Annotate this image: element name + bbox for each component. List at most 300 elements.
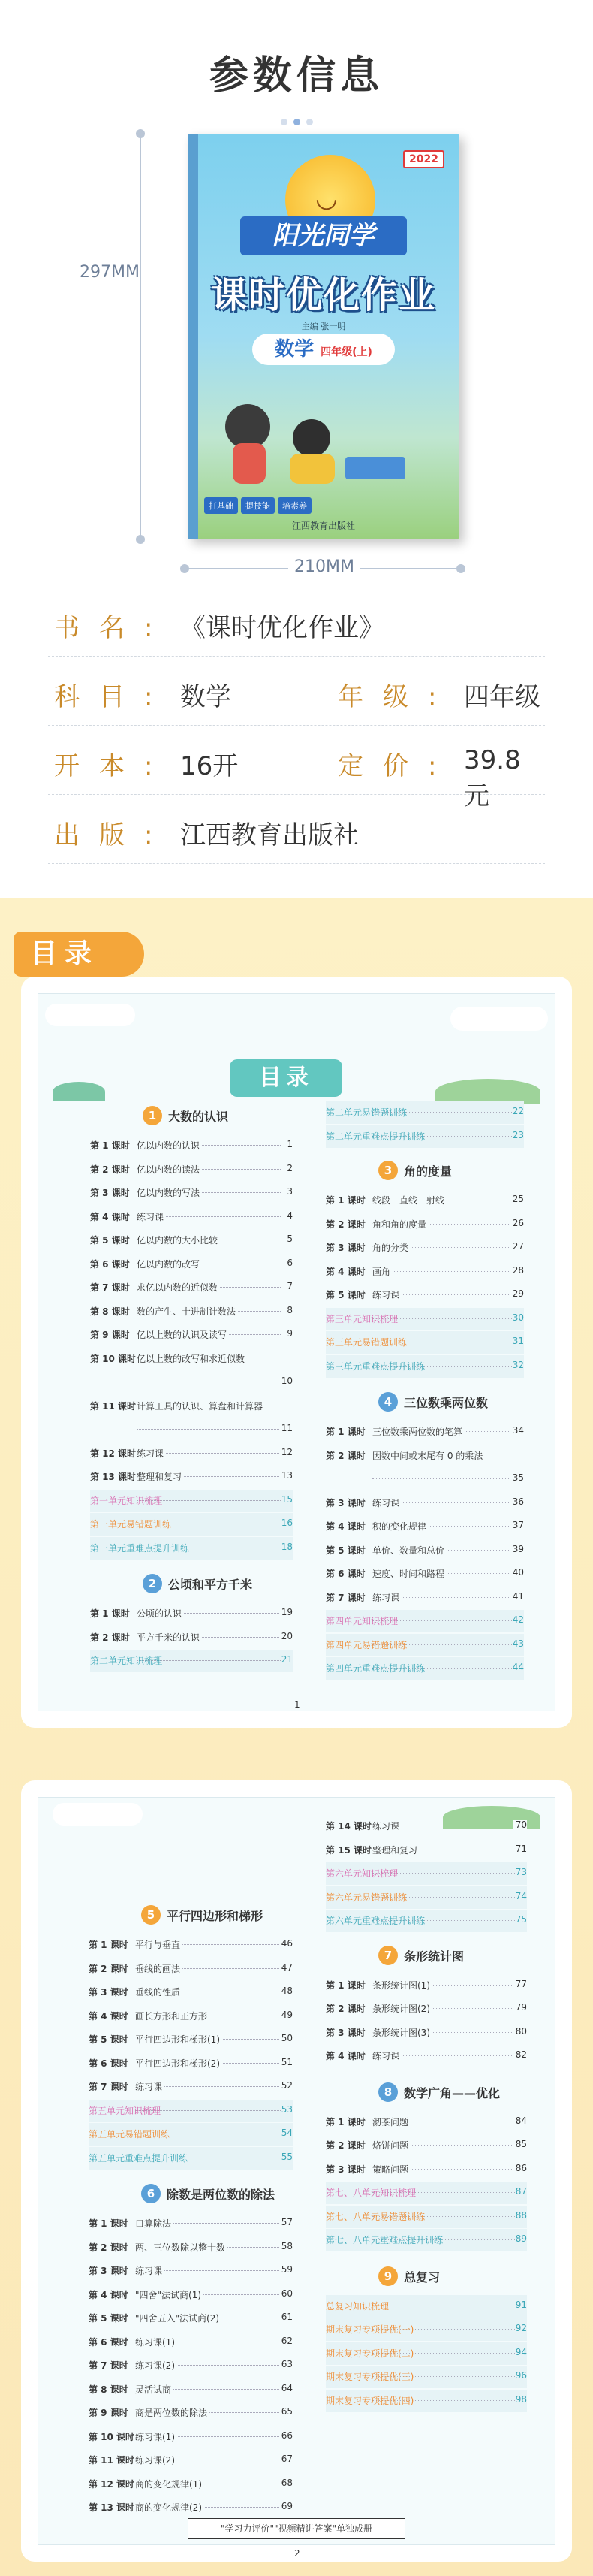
entry-title: 角的分类 bbox=[372, 1241, 411, 1254]
entry-page-number: 80 bbox=[513, 2026, 527, 2037]
lesson-number: 第 3 课时 bbox=[90, 1188, 130, 1198]
info-value: 四年级 bbox=[464, 682, 540, 712]
book-spine bbox=[188, 134, 198, 539]
toc-lesson-entry[interactable] bbox=[326, 1515, 524, 1538]
entry-title: 亿以上数的改写和求近似数 bbox=[137, 1352, 247, 1365]
entry-page-number: 61 bbox=[279, 2312, 293, 2322]
entry-title: 第五单元知识梳理 bbox=[89, 2105, 161, 2116]
entry-page-number: 62 bbox=[279, 2336, 293, 2346]
dotted-leader bbox=[372, 1271, 512, 1272]
toc-lesson-entry[interactable] bbox=[326, 1237, 524, 1259]
lesson-number: 第 3 课时 bbox=[326, 2164, 366, 2175]
toc-lesson-entry[interactable] bbox=[326, 1492, 524, 1514]
entry-page-number: 34 bbox=[510, 1425, 524, 1436]
entry-page-number: 87 bbox=[515, 2186, 527, 2197]
entry-title: 角和角的度量 bbox=[372, 1218, 429, 1231]
cover-subject bbox=[252, 334, 395, 365]
entry-title: 总复习知识梳理 bbox=[326, 2300, 390, 2312]
entry-page-number: 29 bbox=[510, 1288, 524, 1299]
hill-decoration bbox=[435, 1079, 540, 1104]
toc-lesson-entry[interactable] bbox=[89, 2496, 293, 2519]
info-value: 数学 bbox=[180, 682, 231, 712]
child-figure bbox=[290, 454, 335, 484]
toc-unit-review-entry[interactable] bbox=[326, 1657, 524, 1680]
lesson-number: 第 4 课时 bbox=[326, 1521, 366, 1532]
toc-lesson-entry[interactable] bbox=[90, 1253, 293, 1276]
toc-unit-review-entry[interactable] bbox=[326, 1308, 524, 1330]
entry-title: 沏茶问题 bbox=[372, 2115, 411, 2128]
toc-lesson-entry[interactable] bbox=[326, 1998, 527, 2020]
toc-unit-review-entry[interactable] bbox=[326, 2318, 527, 2341]
toc-lesson-entry[interactable] bbox=[89, 2378, 293, 2401]
dotted-leader bbox=[137, 1429, 281, 1430]
lesson-number: 第 1 课时 bbox=[89, 2218, 128, 2229]
info-label: 书名: bbox=[54, 613, 173, 643]
cloud-decoration bbox=[53, 1803, 143, 1826]
entry-page-number: 28 bbox=[510, 1265, 524, 1276]
toc-lesson-entry[interactable] bbox=[326, 2134, 527, 2157]
carousel-dot-active[interactable] bbox=[293, 119, 300, 125]
toc-unit-review-entry[interactable] bbox=[89, 2100, 293, 2122]
toc-unit-review-entry[interactable] bbox=[326, 1355, 524, 1378]
entry-title: 亿以内数的大小比较 bbox=[137, 1234, 220, 1246]
info-row-format-price bbox=[48, 726, 545, 811]
lesson-number: 第 4 课时 bbox=[90, 1211, 130, 1222]
info-row-publisher bbox=[48, 795, 545, 864]
toc-lesson-entry[interactable] bbox=[326, 1974, 527, 1997]
entry-title: 策略问题 bbox=[372, 2163, 411, 2176]
lesson-number: 第 2 课时 bbox=[89, 1963, 128, 1974]
toc-unit-review-entry[interactable] bbox=[89, 2147, 293, 2170]
entry-title: 第七、八单元易错题训练 bbox=[326, 2211, 426, 2222]
toc-lesson-entry[interactable] bbox=[89, 2284, 293, 2306]
dotted-leader bbox=[372, 1478, 512, 1479]
chapter-title: 总复习 bbox=[404, 2269, 441, 2285]
children-illustration bbox=[218, 382, 428, 487]
entry-title: 练习课 bbox=[372, 1496, 402, 1509]
entry-page-number: 15 bbox=[281, 1493, 293, 1505]
toc-lesson-entry[interactable] bbox=[89, 2076, 293, 2098]
toc-unit-review-entry[interactable] bbox=[90, 1490, 293, 1512]
entry-page-number: 66 bbox=[279, 2430, 293, 2441]
lesson-number: 第 13 课时 bbox=[89, 2502, 135, 2513]
lesson-number: 第 8 课时 bbox=[89, 2384, 128, 2395]
entry-page-number: 30 bbox=[512, 1312, 524, 1323]
entry-title: 第四单元易错题训练 bbox=[326, 1639, 408, 1650]
entry-title: 垂线的画法 bbox=[135, 1962, 182, 1975]
entry-title: 计算工具的认识、算盘和计算器 bbox=[137, 1400, 265, 1412]
info-value: 江西教育出版社 bbox=[180, 820, 359, 850]
toc-lesson-entry[interactable] bbox=[326, 2158, 527, 2181]
entry-page-number: 68 bbox=[279, 2478, 293, 2488]
toc-lesson-entry[interactable] bbox=[89, 2402, 293, 2424]
lesson-number: 第 1 课时 bbox=[326, 1195, 366, 1206]
entry-title: 第六单元知识梳理 bbox=[326, 1868, 399, 1879]
entry-page-number: 13 bbox=[279, 1470, 293, 1481]
entry-title: 练习课 bbox=[137, 1210, 166, 1223]
toc-unit-review-entry[interactable] bbox=[326, 2182, 527, 2204]
entry-title: 练习课 bbox=[372, 1820, 402, 1832]
entry-page-number: 4 bbox=[284, 1210, 293, 1221]
toc-lesson-entry[interactable] bbox=[89, 2052, 293, 2075]
lesson-number: 第 2 课时 bbox=[326, 1450, 366, 1461]
toc-section-tab: 目录 bbox=[14, 932, 144, 977]
toc-unit-review-entry[interactable] bbox=[326, 1125, 524, 1148]
entry-title: 练习课(1) bbox=[135, 2336, 177, 2348]
lesson-number: 第 3 课时 bbox=[326, 1497, 366, 1508]
chapter-number-badge: 1 bbox=[143, 1106, 162, 1125]
toc-lesson-entry[interactable] bbox=[90, 1182, 293, 1204]
series-logo: 阳光同学 bbox=[240, 216, 407, 255]
toc-lesson-entry[interactable] bbox=[89, 2473, 293, 2496]
toc-lesson-entry[interactable] bbox=[90, 1300, 293, 1323]
cover-publisher: 江西教育出版社 bbox=[291, 521, 355, 531]
info-value: 39.8元 bbox=[464, 745, 521, 811]
entry-page-number: 22 bbox=[512, 1106, 524, 1116]
toc-lesson-entry[interactable] bbox=[90, 1348, 293, 1370]
cover-tag: 提技能 bbox=[241, 497, 275, 514]
entry-title: 烙饼问题 bbox=[372, 2139, 411, 2152]
cloud-decoration bbox=[45, 1004, 135, 1026]
entry-page-number: 53 bbox=[281, 2103, 293, 2115]
entry-title: 第二单元知识梳理 bbox=[90, 1656, 163, 1666]
info-label: 开本: bbox=[54, 751, 173, 781]
toc-lesson-entry[interactable] bbox=[326, 1189, 524, 1212]
cover-book-title: 课时优化作业 bbox=[210, 274, 436, 316]
info-row-subject-grade bbox=[48, 657, 545, 726]
lesson-number: 第 5 课时 bbox=[326, 1290, 366, 1300]
toc-lesson-entry[interactable] bbox=[90, 1442, 293, 1465]
lesson-number: 第 9 课时 bbox=[90, 1330, 130, 1340]
lesson-number: 第 14 课时 bbox=[326, 1821, 372, 1832]
lesson-number: 第 4 课时 bbox=[326, 1266, 366, 1277]
lesson-number: 第 4 课时 bbox=[89, 2010, 128, 2022]
lesson-number: 第 11 课时 bbox=[89, 2455, 135, 2466]
entry-page-number: 89 bbox=[515, 2233, 527, 2244]
cover-tag: 培素养 bbox=[278, 497, 312, 514]
toc-lesson-entry[interactable] bbox=[326, 1587, 524, 1609]
entry-page-number: 88 bbox=[515, 2209, 527, 2221]
toc-lesson-entry[interactable] bbox=[89, 2005, 293, 2028]
toc-lesson-entry[interactable] bbox=[89, 2212, 293, 2235]
toc-lesson-entry[interactable] bbox=[326, 2111, 527, 2134]
entry-title: 期末复习专项提优(四) bbox=[326, 2395, 414, 2406]
entry-title: 第六单元重难点提升训练 bbox=[326, 1916, 426, 1926]
child-figure bbox=[233, 443, 266, 484]
entry-page-number: 59 bbox=[279, 2264, 293, 2275]
entry-page-number: 9 bbox=[284, 1328, 293, 1339]
chapter-number-badge: 8 bbox=[378, 2082, 398, 2102]
carousel-dot[interactable] bbox=[281, 119, 287, 125]
entry-title: 第四单元重难点提升训练 bbox=[326, 1663, 426, 1674]
entry-title: 平行与垂直 bbox=[135, 1938, 182, 1951]
toc-lesson-entry[interactable] bbox=[89, 2260, 293, 2282]
entry-page-number: 21 bbox=[281, 1654, 293, 1665]
lesson-number: 第 1 课时 bbox=[90, 1608, 130, 1619]
entry-title: 平方千米的认识 bbox=[137, 1631, 202, 1644]
toc-unit-review-entry[interactable] bbox=[90, 1537, 293, 1560]
entry-title: 期末复习专项提优(一) bbox=[326, 2324, 414, 2335]
entry-page-number: 18 bbox=[281, 1541, 293, 1552]
page-title: 参数信息 bbox=[209, 53, 384, 98]
chapter-title: 公顷和平方千米 bbox=[168, 1578, 253, 1592]
entry-page-number: 42 bbox=[512, 1614, 524, 1625]
entry-page-number: 12 bbox=[279, 1447, 293, 1457]
cover-editor: 主编 张一明 bbox=[301, 322, 346, 331]
entry-page-number: 19 bbox=[279, 1607, 293, 1617]
chapter-number-badge: 7 bbox=[378, 1946, 398, 1965]
lesson-number: 第 7 课时 bbox=[90, 1282, 130, 1293]
lesson-number: 第 2 课时 bbox=[90, 1632, 130, 1643]
hill-decoration bbox=[53, 1082, 105, 1101]
entry-title: 第四单元知识梳理 bbox=[326, 1616, 399, 1626]
lesson-number: 第 2 课时 bbox=[326, 2004, 366, 2014]
chapter-number-badge: 2 bbox=[143, 1574, 162, 1593]
toc-lesson-entry[interactable] bbox=[326, 1563, 524, 1585]
toc-lesson-entry[interactable] bbox=[89, 2331, 293, 2354]
chapter-title: 角的度量 bbox=[404, 1164, 453, 1179]
lesson-number: 第 2 课时 bbox=[90, 1164, 130, 1175]
chapter-title: 数学广角——优化 bbox=[404, 2085, 501, 2100]
toc-unit-review-entry[interactable] bbox=[326, 2229, 527, 2251]
toc-lesson-entry[interactable] bbox=[89, 1958, 293, 1980]
entry-page-number: 27 bbox=[510, 1241, 524, 1252]
entry-title: 练习课(2) bbox=[135, 2454, 177, 2466]
entry-page-number: 63 bbox=[279, 2359, 293, 2369]
cover-subject-text: 数学 bbox=[275, 338, 315, 361]
lesson-number: 第 12 课时 bbox=[90, 1448, 137, 1459]
toc-lesson-entry[interactable] bbox=[90, 1276, 293, 1299]
lesson-number: 第 6 课时 bbox=[89, 2336, 128, 2348]
entry-page-number: 70 bbox=[513, 1820, 527, 1830]
toc-unit-review-entry[interactable] bbox=[326, 2295, 527, 2318]
entry-title: "四舍五入"法试商(2) bbox=[135, 2312, 221, 2324]
toc-unit-review-entry[interactable] bbox=[326, 1331, 524, 1354]
entry-page-number: 92 bbox=[515, 2323, 527, 2333]
toc-unit-review-entry[interactable] bbox=[326, 1862, 527, 1885]
entry-title: 练习课 bbox=[135, 2264, 164, 2277]
entry-page-number: 11 bbox=[279, 1423, 293, 1433]
toc-unit-review-entry[interactable] bbox=[326, 1101, 524, 1124]
entry-title: 第三单元知识梳理 bbox=[326, 1313, 399, 1324]
entry-page-number: 79 bbox=[513, 2002, 527, 2013]
cloud-decoration bbox=[450, 1007, 548, 1031]
entry-page-number: 71 bbox=[513, 1844, 527, 1854]
chapter-title: 除数是两位数的除法 bbox=[167, 2188, 275, 2202]
entry-title: 第七、八单元重难点提升训练 bbox=[326, 2235, 444, 2245]
entry-page-number: 7 bbox=[284, 1281, 293, 1291]
lesson-number: 第 1 课时 bbox=[326, 1980, 366, 1991]
lesson-number: 第 5 课时 bbox=[326, 1545, 366, 1556]
toc-unit-review-entry[interactable] bbox=[326, 1610, 524, 1632]
toc-lesson-entry[interactable] bbox=[326, 1445, 524, 1467]
entry-title: 商是两位数的除法 bbox=[135, 2406, 209, 2419]
toc-unit-review-entry[interactable] bbox=[90, 1513, 293, 1536]
entry-title: 灵活试商 bbox=[135, 2383, 173, 2396]
toc-lesson-entry[interactable] bbox=[326, 1468, 524, 1490]
toc-lesson-entry[interactable] bbox=[90, 1626, 293, 1649]
entry-title: 两、三位数除以整十数 bbox=[135, 2241, 227, 2254]
toc-lesson-entry[interactable] bbox=[89, 2236, 293, 2259]
toc-unit-review-entry[interactable] bbox=[326, 2390, 527, 2412]
chapter-number-badge: 3 bbox=[378, 1161, 398, 1180]
entry-page-number: 73 bbox=[515, 1867, 527, 1877]
toc-unit-review-entry[interactable] bbox=[326, 2366, 527, 2388]
entry-page-number: 54 bbox=[281, 2128, 293, 2138]
entry-page-number: 36 bbox=[510, 1496, 524, 1507]
toc-lesson-entry[interactable] bbox=[326, 1284, 524, 1306]
entry-title: 练习课(2) bbox=[135, 2359, 177, 2372]
toc-lesson-entry[interactable] bbox=[326, 1213, 524, 1236]
entry-title: 练习课 bbox=[372, 1288, 402, 1301]
toc-lesson-entry[interactable] bbox=[90, 1602, 293, 1625]
toc-lesson-entry[interactable] bbox=[90, 1371, 293, 1394]
lesson-number: 第 7 课时 bbox=[89, 2360, 128, 2371]
entry-page-number: 82 bbox=[513, 2049, 527, 2060]
entry-page-number: 39 bbox=[510, 1544, 524, 1554]
entry-title: 平行四边形和梯形(1) bbox=[135, 2033, 222, 2046]
lesson-number: 第 6 课时 bbox=[326, 1569, 366, 1579]
info-label: 定价: bbox=[338, 751, 456, 781]
entry-page-number: 91 bbox=[515, 2299, 527, 2310]
lesson-number: 第 15 课时 bbox=[326, 1844, 372, 1856]
lesson-number: 第 11 课时 bbox=[90, 1400, 137, 1412]
entry-page-number: 31 bbox=[512, 1336, 524, 1346]
entry-page-number: 74 bbox=[515, 1890, 527, 1901]
entry-title: 第二单元重难点提升训练 bbox=[326, 1131, 426, 1142]
toc-lesson-entry[interactable] bbox=[89, 2307, 293, 2330]
lesson-number: 第 6 课时 bbox=[89, 2058, 128, 2069]
info-value: 《课时优化作业》 bbox=[180, 613, 384, 643]
entry-page-number: 26 bbox=[510, 1218, 524, 1228]
entry-title: 练习课 bbox=[135, 2080, 164, 2093]
toc-lesson-entry[interactable] bbox=[90, 1395, 293, 1418]
entry-page-number: 85 bbox=[513, 2139, 527, 2149]
lesson-number: 第 2 课时 bbox=[326, 2140, 366, 2151]
toc-unit-review-entry[interactable] bbox=[326, 2342, 527, 2365]
entry-page-number: 47 bbox=[279, 1962, 293, 1973]
lesson-number: 第 4 课时 bbox=[89, 2289, 128, 2300]
entry-title: 商的变化规律(2) bbox=[135, 2501, 204, 2514]
toc-lesson-entry[interactable] bbox=[90, 1158, 293, 1181]
toc-lesson-entry[interactable] bbox=[326, 1261, 524, 1283]
entry-title: 第一单元重难点提升训练 bbox=[90, 1542, 190, 1554]
toc-lesson-entry[interactable] bbox=[90, 1418, 293, 1441]
toc-lesson-entry[interactable] bbox=[326, 1539, 524, 1562]
entry-title: 单价、数量和总价 bbox=[372, 1544, 447, 1557]
width-dimension-label: 210MM bbox=[288, 557, 360, 576]
entry-page-number: 98 bbox=[515, 2393, 527, 2405]
toc-lesson-entry[interactable] bbox=[89, 1981, 293, 2004]
entry-page-number: 40 bbox=[510, 1567, 524, 1578]
chapter-number-badge: 9 bbox=[378, 2266, 398, 2286]
entry-title: 练习课 bbox=[372, 2049, 402, 2062]
toc-lesson-entry[interactable] bbox=[89, 2449, 293, 2472]
lesson-number: 第 12 课时 bbox=[89, 2478, 135, 2490]
entry-page-number: 10 bbox=[279, 1376, 293, 1386]
toc-unit-review-entry[interactable] bbox=[90, 1650, 293, 1672]
entry-title: "四舍"法试商(1) bbox=[135, 2288, 203, 2301]
toc-lesson-entry[interactable] bbox=[89, 2426, 293, 2448]
entry-title: 亿以内数的读法 bbox=[137, 1163, 202, 1176]
entry-title: 数的产生、十进制计数法 bbox=[137, 1305, 238, 1318]
toc-lesson-entry[interactable] bbox=[89, 2354, 293, 2377]
entry-title: 商的变化规律(1) bbox=[135, 2478, 204, 2490]
page-number: 2 bbox=[294, 2548, 300, 2559]
chapter-number-badge: 4 bbox=[378, 1392, 398, 1412]
carousel-dot[interactable] bbox=[306, 119, 313, 125]
toc-lesson-entry[interactable] bbox=[89, 2028, 293, 2051]
child-figure bbox=[225, 404, 270, 449]
toc-lesson-entry[interactable] bbox=[326, 1421, 524, 1443]
lesson-number: 第 2 课时 bbox=[326, 1219, 366, 1230]
entry-page-number: 48 bbox=[279, 1986, 293, 1996]
toc-unit-review-entry[interactable] bbox=[326, 2206, 527, 2228]
entry-page-number: 94 bbox=[515, 2346, 527, 2357]
entry-title: 三位数乘两位数的笔算 bbox=[372, 1425, 465, 1438]
entry-title: 求亿以内数的近似数 bbox=[137, 1281, 220, 1294]
footer-banner: "学习力评价""视频精讲答案"单独成册 bbox=[188, 2518, 405, 2539]
entry-page-number: 84 bbox=[513, 2115, 527, 2126]
toc-lesson-entry[interactable] bbox=[90, 1229, 293, 1252]
toc-lesson-entry[interactable] bbox=[90, 1134, 293, 1157]
toc-lesson-entry[interactable] bbox=[90, 1466, 293, 1488]
entry-page-number: 69 bbox=[279, 2501, 293, 2511]
toc-lesson-entry[interactable] bbox=[326, 2045, 527, 2067]
lesson-number: 第 1 课时 bbox=[90, 1140, 130, 1151]
entry-title: 因数中间或末尾有 0 的乘法 bbox=[372, 1449, 485, 1462]
lesson-number: 第 10 课时 bbox=[89, 2431, 135, 2442]
entry-page-number: 23 bbox=[512, 1129, 524, 1140]
entry-page-number: 64 bbox=[279, 2383, 293, 2393]
child-figure bbox=[293, 419, 330, 457]
lesson-number: 第 4 课时 bbox=[326, 2051, 366, 2061]
chapter-title: 条形统计图 bbox=[404, 1949, 465, 1964]
toc-lesson-entry[interactable] bbox=[326, 1815, 527, 1838]
page-number: 1 bbox=[294, 1699, 300, 1710]
entry-title: 期末复习专项提优(二) bbox=[326, 2348, 414, 2359]
toc-lesson-entry[interactable] bbox=[89, 1934, 293, 1956]
toc-lesson-entry[interactable] bbox=[326, 2022, 527, 2044]
entry-page-number: 43 bbox=[512, 1638, 524, 1649]
entry-title: 练习课 bbox=[372, 1591, 402, 1604]
book-illustration bbox=[345, 457, 405, 479]
lesson-number: 第 8 课时 bbox=[90, 1306, 130, 1317]
entry-title: 条形统计图(1) bbox=[372, 1979, 432, 1992]
entry-title: 第六单元易错题训练 bbox=[326, 1892, 408, 1903]
toc-unit-review-entry[interactable] bbox=[326, 1634, 524, 1656]
entry-title: 第一单元易错题训练 bbox=[90, 1519, 172, 1530]
entry-title: 第二单元易错题训练 bbox=[326, 1107, 408, 1118]
lesson-number: 第 2 课时 bbox=[89, 2242, 128, 2253]
chapter-title: 平行四边形和梯形 bbox=[167, 1909, 263, 1923]
toc-unit-review-entry[interactable] bbox=[326, 1910, 527, 1932]
entry-title: 第一单元知识梳理 bbox=[90, 1495, 163, 1506]
toc-lesson-entry[interactable] bbox=[326, 1839, 527, 1862]
toc-lesson-entry[interactable] bbox=[90, 1324, 293, 1346]
entry-page-number: 75 bbox=[515, 1914, 527, 1925]
toc-unit-review-entry[interactable] bbox=[326, 1886, 527, 1909]
chapter-title: 大数的认识 bbox=[168, 1110, 229, 1124]
toc-lesson-entry[interactable] bbox=[90, 1206, 293, 1228]
toc-unit-review-entry[interactable] bbox=[89, 2123, 293, 2146]
entry-page-number: 52 bbox=[279, 2080, 293, 2091]
height-dimension-label: 297MM bbox=[80, 263, 140, 282]
lesson-number: 第 3 课时 bbox=[326, 2027, 366, 2038]
entry-page-number: 55 bbox=[281, 2151, 293, 2162]
lesson-number: 第 7 课时 bbox=[326, 1592, 366, 1603]
lesson-number: 第 5 课时 bbox=[89, 2313, 128, 2324]
